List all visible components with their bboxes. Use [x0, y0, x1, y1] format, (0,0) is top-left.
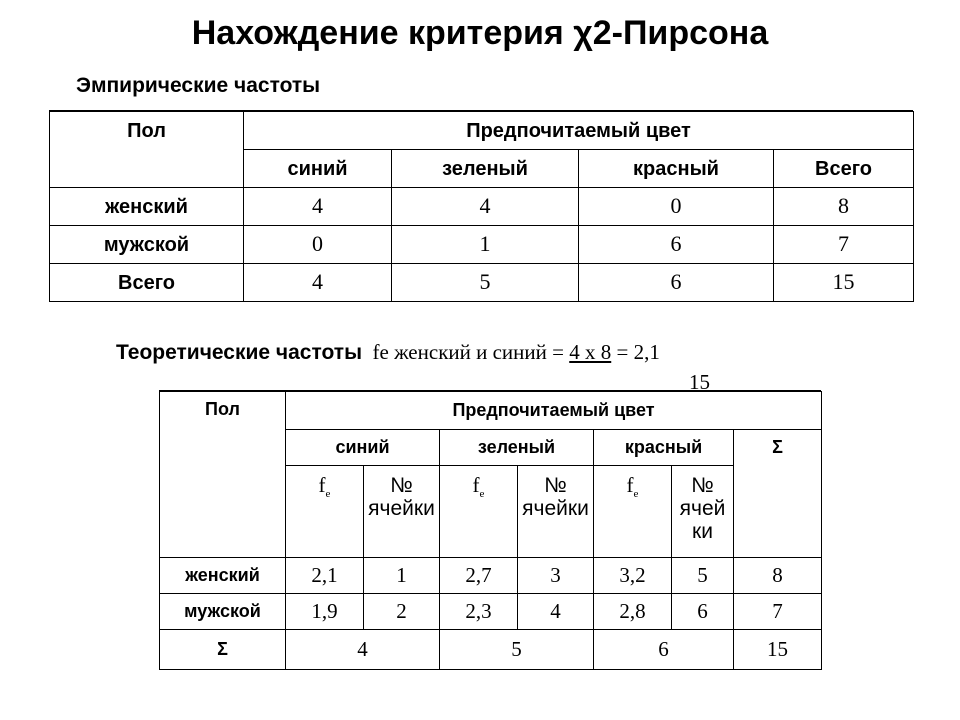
table-cell: 4 — [518, 594, 594, 630]
theoretical-table — [159, 391, 822, 670]
table-cell: 2,8 — [594, 594, 672, 630]
table-cell: 1 — [392, 226, 579, 264]
table-cell: 1 — [364, 558, 440, 594]
table-cell: 1,9 — [286, 594, 364, 630]
row-label: Всего — [50, 264, 244, 302]
table-cell: 7 — [734, 594, 822, 630]
formula-denominator: 15 — [689, 370, 710, 394]
table-cell: 5 — [440, 630, 594, 670]
table-row — [50, 226, 914, 264]
formula-numerator: 4 х 8 — [569, 340, 612, 364]
header-red: красный — [579, 150, 774, 188]
table-cell: 3,2 — [594, 558, 672, 594]
header-fe: $f_e$ — [594, 466, 672, 558]
table-cell: 15 — [774, 264, 914, 302]
header-blue: синий — [244, 150, 392, 188]
header-fe: $f_e$ — [440, 466, 518, 558]
theoretical-formula — [116, 340, 660, 365]
table-cell: 2,1 — [286, 558, 364, 594]
page-title: Нахождение критерия χ2-Пирсона — [191, 14, 769, 52]
row-label: женский — [160, 558, 286, 594]
theoretical-label: Теоретические частоты — [116, 341, 363, 364]
formula-suffix: = 2,1 — [616, 340, 660, 364]
row-label: женский — [50, 188, 244, 226]
header-red: красный — [594, 430, 734, 466]
table-cell: 8 — [774, 188, 914, 226]
table-row — [50, 188, 914, 226]
formula-prefix: fe женский и синий = — [372, 340, 564, 364]
table-cell: 2,7 — [440, 558, 518, 594]
header-color-group: Предпочитаемый цвет — [286, 392, 822, 430]
table-cell: 2,3 — [440, 594, 518, 630]
header-sex: Пол — [50, 112, 244, 188]
row-label: мужской — [160, 594, 286, 630]
empirical-label: Эмпирические частоты — [76, 74, 321, 97]
header-color-group: Предпочитаемый цвет — [244, 112, 914, 150]
header-cell-number: № ячей ки — [672, 466, 734, 558]
table-cell: 0 — [579, 188, 774, 226]
table-cell: 6 — [579, 226, 774, 264]
row-label: Σ — [160, 630, 286, 670]
table-cell: 5 — [672, 558, 734, 594]
table-cell: 6 — [594, 630, 734, 670]
table-cell: 4 — [244, 188, 392, 226]
header-blue: синий — [286, 430, 440, 466]
table-row — [160, 594, 822, 630]
table-cell: 7 — [774, 226, 914, 264]
table-cell: 4 — [244, 264, 392, 302]
header-cell-number: № ячейки — [518, 466, 594, 558]
table-cell: 3 — [518, 558, 594, 594]
header-cell-number: № ячейки — [364, 466, 440, 558]
table-cell: 15 — [734, 630, 822, 670]
table-cell: 4 — [286, 630, 440, 670]
table-cell: 0 — [244, 226, 392, 264]
table-cell: 4 — [392, 188, 579, 226]
header-fe: $f_e$ — [286, 466, 364, 558]
header-green: зеленый — [440, 430, 594, 466]
table-cell: 8 — [734, 558, 822, 594]
empirical-table — [49, 111, 914, 302]
header-total: Всего — [774, 150, 914, 188]
table-cell: 6 — [579, 264, 774, 302]
table-row — [160, 630, 822, 670]
header-sum: Σ — [734, 430, 822, 558]
table-row — [160, 558, 822, 594]
row-label: мужской — [50, 226, 244, 264]
table-cell: 2 — [364, 594, 440, 630]
header-green: зеленый — [392, 150, 579, 188]
header-sex: Пол — [160, 392, 286, 558]
table-cell: 6 — [672, 594, 734, 630]
table-cell: 5 — [392, 264, 579, 302]
table-row — [50, 264, 914, 302]
